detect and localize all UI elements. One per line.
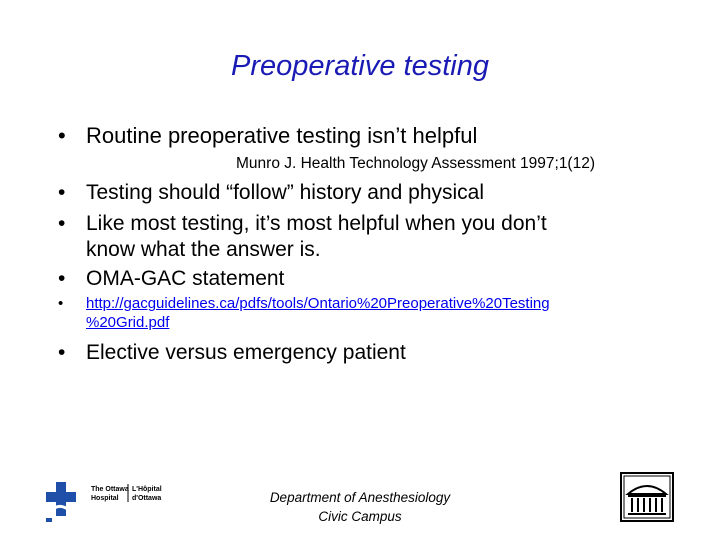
footer [232, 488, 488, 526]
logo-text-2b: d'Ottawa [132, 495, 162, 502]
bullet-text: Elective versus emergency patient [86, 341, 406, 364]
logo-text-1a: The Ottawa [91, 486, 129, 493]
university-building-logo [620, 472, 674, 522]
logo-cross-horizontal [46, 492, 76, 502]
bullet-text: Testing should “follow” history and physical [86, 181, 485, 204]
bullet-item-5[interactable] [58, 294, 550, 332]
footer-department: Department of Anesthesiology [269, 490, 451, 505]
citation: Munro J. Health Technology Assessment 1997;1(12) [236, 155, 595, 172]
bullet-text: Like most testing, it’s most helpful when you don’t [86, 212, 547, 235]
link-text-continued[interactable]: %20Grid.pdf [86, 314, 170, 331]
logo-foot [46, 518, 52, 522]
bullet-glyph: • [58, 212, 66, 235]
bullet-item-4 [58, 266, 284, 292]
bullet-item-6 [58, 340, 406, 366]
bullet-item-2 [58, 180, 484, 206]
bullet-glyph: • [58, 123, 66, 148]
bullet-glyph: • [58, 341, 66, 364]
footer-campus: Civic Campus [318, 509, 402, 524]
bullet-glyph: • [58, 295, 64, 312]
bullet-item-1 [58, 122, 477, 149]
bullet-text: Routine preoperative testing isn’t helpful [86, 123, 478, 148]
link-text[interactable]: http://gacguidelines.ca/pdfs/tools/Ontario%20Preoperative%20Testing [86, 295, 550, 312]
logo-text-2a: Hospital [91, 495, 119, 502]
bullet-item-3 [58, 211, 547, 263]
logo-text-1b: L'Hôpital [132, 486, 162, 493]
guideline-link[interactable] [86, 294, 550, 332]
ottawa-hospital-logo [44, 478, 174, 522]
slide-title: Preoperative testing [231, 50, 489, 82]
bullet-text-continued: know what the answer is. [86, 238, 321, 261]
bullet-glyph: • [58, 267, 66, 290]
bullet-text: OMA-GAC statement [86, 267, 285, 290]
bullet-glyph: • [58, 181, 66, 204]
